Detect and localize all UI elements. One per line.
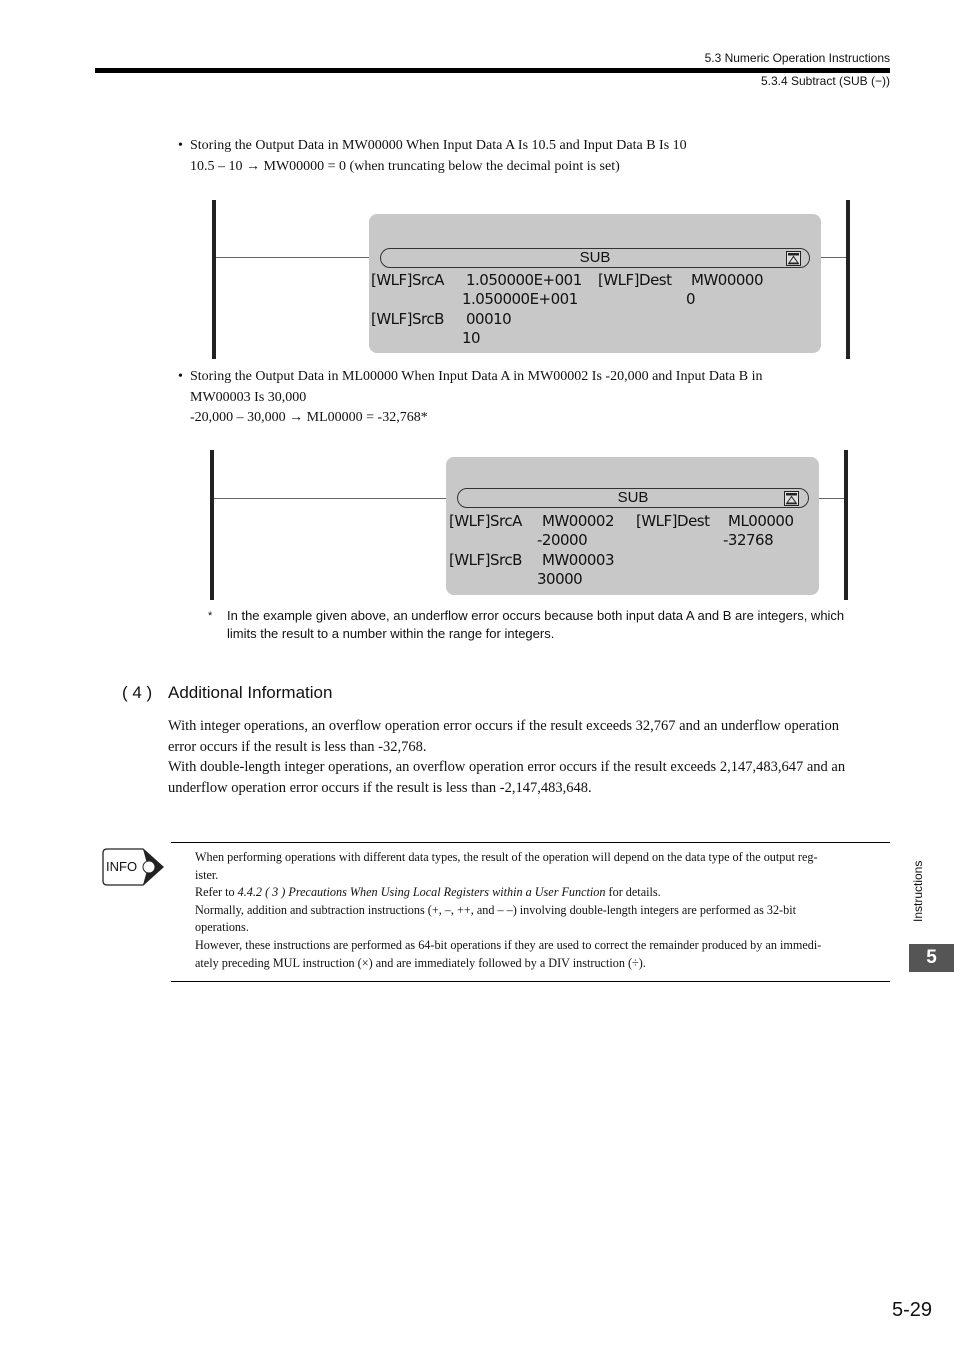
para2-line1: With double-length integer operations, an overflow operation error occurs if the result exceeds 2,147,483,647 and an [168, 759, 846, 776]
info-line6: However, these instructions are performed as 64-bit operations if they are used to correct the remainder produced by an immedi- [195, 937, 822, 952]
sub-instruction-block[interactable] [369, 214, 821, 353]
cross-reference-link[interactable]: 4.4.2 ( 3 ) Precautions When Using Local Registers within a User Function [237, 885, 606, 900]
info-line7: ately preceding MUL instruction (×) and are immediately followed by a DIV instruction (÷). [195, 955, 646, 970]
info-top-rule [171, 842, 890, 843]
srca-label: [WLF]SrcA [449, 512, 522, 530]
info-line5: operations. [195, 920, 249, 935]
footnote-line2: limits the result to a number within the range for integers. [227, 626, 555, 641]
srca-value: MW00002 [542, 512, 614, 530]
example2-line1: Storing the Output Data in ML00000 When Input Data A in MW00002 Is -20,000 and Input Data B in [190, 369, 763, 384]
srcb-value: 00010 [466, 310, 512, 328]
para1-line2: error occurs if the result is less than -32,768. [168, 738, 427, 755]
srca-value: 1.050000E+001 [466, 271, 582, 289]
chapter-tab: 5 [909, 944, 954, 972]
input-wire [216, 257, 382, 258]
info-line4: Normally, addition and subtraction instructions (+, –, ++, and – –) involving double-length integers are performed as 32-bit [195, 902, 796, 917]
dest-value: MW00000 [691, 271, 763, 289]
srca-current: -20000 [537, 531, 588, 549]
info-bottom-rule [171, 981, 890, 982]
info-line1: When performing operations with different data types, the result of the operation will depend on the data type of the output reg- [195, 850, 818, 864]
sub-title: SUB [579, 249, 611, 266]
info-icon [100, 848, 166, 886]
trace-icon[interactable] [784, 491, 799, 506]
section-number: ( 4 ) [122, 683, 153, 702]
footnote-text [227, 607, 897, 643]
running-header-section: 5.3 Numeric Operation Instructions [704, 51, 890, 65]
ladder-diagram-1 [212, 200, 852, 360]
info-text [195, 849, 895, 972]
dest-current: -32768 [723, 531, 774, 549]
srcb-label: [WLF]SrcB [449, 551, 522, 569]
left-power-rail [210, 450, 214, 600]
example1-line1: Storing the Output Data in MW00000 When Input Data A Is 10.5 and Input Data B Is 10 [190, 138, 687, 153]
running-header-subsection: 5.3.4 Subtract (SUB (−)) [760, 74, 890, 88]
dest-current: 0 [686, 290, 696, 308]
right-power-rail [846, 200, 850, 359]
side-chapter-label: Instructions [911, 860, 925, 922]
srcb-current: 10 [462, 329, 481, 347]
info-line3: Refer to 4.4.2 ( 3 ) Precautions When Using Local Registers within a User Function for details. [195, 885, 661, 900]
example2-line2: MW00003 Is 30,000 [190, 389, 307, 405]
dest-label: [WLF]Dest [598, 271, 672, 289]
sub-instruction-block[interactable] [446, 457, 819, 595]
header-rule [95, 68, 890, 73]
srcb-label: [WLF]SrcB [371, 310, 444, 328]
para1-line1: With integer operations, an overflow operation error occurs if the result exceeds 32,767 and an underflow operation [168, 718, 840, 734]
bullet-icon: • [178, 138, 183, 153]
right-power-rail [844, 450, 848, 600]
page-number: 5-29 [891, 1299, 932, 1321]
ladder-diagram-2 [210, 450, 850, 602]
dest-label: [WLF]Dest [636, 512, 710, 530]
bullet-icon: • [178, 369, 183, 384]
srcb-current: 30000 [537, 570, 583, 588]
input-wire [214, 498, 460, 499]
footnote-mark: * [208, 610, 213, 622]
trace-icon[interactable] [786, 251, 801, 266]
left-power-rail [212, 200, 216, 359]
srca-current: 1.050000E+001 [462, 290, 578, 308]
footnote-line1: In the example given above, an underflow error occurs because both input data A and B are integers, which [227, 608, 845, 623]
para2-line2: underflow operation error occurs if the result is less than -2,147,483,648. [168, 779, 592, 796]
info-icon-label: INFO [106, 859, 138, 874]
section-title: Additional Information [168, 683, 333, 702]
example1-line2: 10.5 – 10 → MW00000 = 0 (when truncating below the decimal point is set) [190, 158, 620, 174]
example1-description [178, 136, 890, 177]
example2-line3: -20,000 – 30,000 → ML00000 = -32,768* [190, 410, 428, 425]
sub-title-bar [457, 488, 809, 508]
dest-value: ML00000 [728, 512, 794, 530]
srca-label: [WLF]SrcA [371, 271, 444, 289]
info-line2: ister. [195, 867, 219, 882]
sub-title: SUB [617, 489, 649, 506]
srcb-value: MW00003 [542, 551, 614, 569]
section4-paragraphs [168, 716, 898, 798]
sub-title-bar [380, 248, 810, 268]
example2-description [178, 367, 890, 429]
